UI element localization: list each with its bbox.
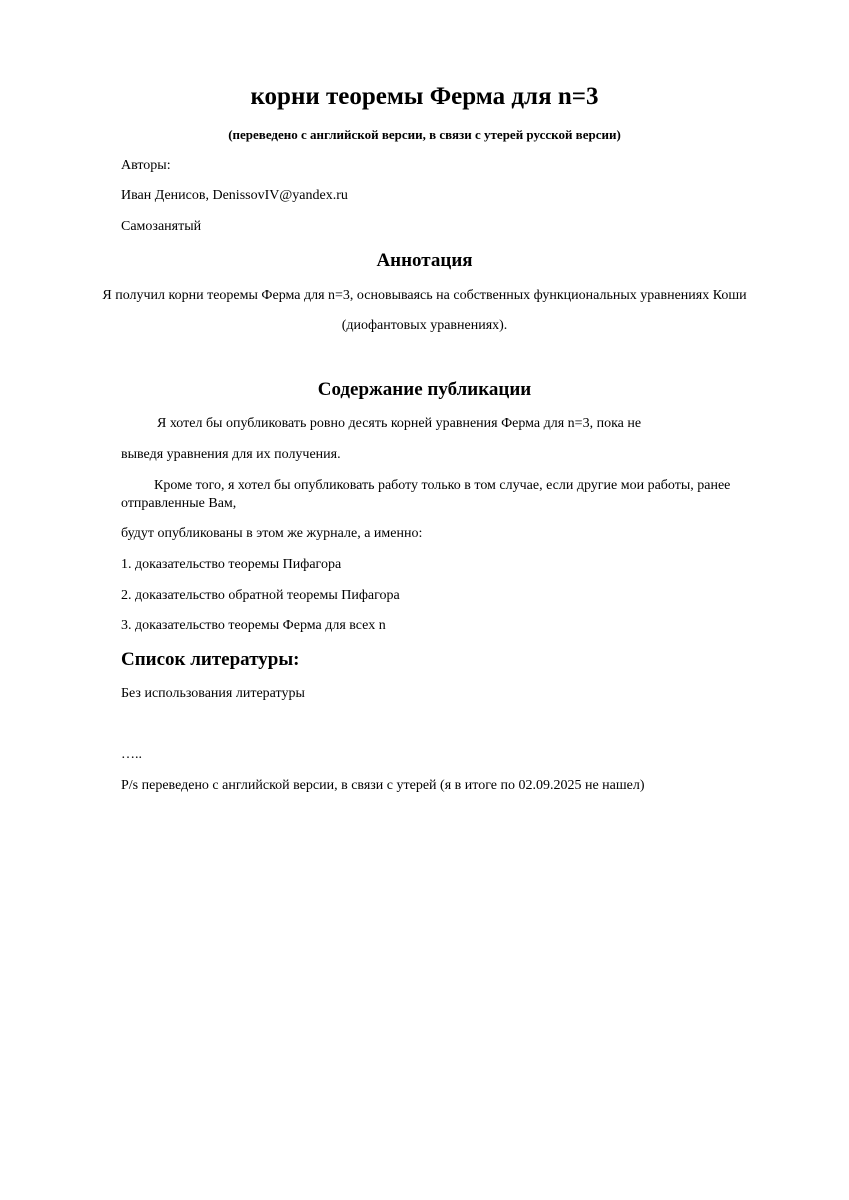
postscript: P/s переведено с английской версии, в связи с утерей (я в итоге по 02.09.2025 не нашел) [121, 778, 645, 793]
author-line: Иван Денисов, DenissovIV@yandex.ru [121, 188, 348, 203]
paragraph-1-line-1: Я хотел бы опубликовать ровно десять корней уравнения Ферма для n=3, пока не [157, 416, 642, 431]
paragraph-2-line-2: отправленные Вам, [121, 496, 237, 511]
document-subtitle: (переведено с английской версии, в связи с утерей русской версии) [228, 127, 621, 142]
affiliation: Самозанятый [121, 219, 202, 234]
authors-label: Авторы: [121, 158, 171, 173]
paragraph-1-line-2: выведя уравнения для их получения. [121, 447, 341, 462]
list-item: 3. доказательство теоремы Ферма для всех n [121, 618, 386, 633]
abstract-line-1: Я получил корни теоремы Ферма для n=3, основываясь на собственных функциональных уравнениях Коши [102, 288, 747, 303]
ellipsis: ….. [121, 747, 142, 762]
abstract-heading: Аннотация [376, 250, 473, 271]
abstract-line-2: (диофантовых уравнениях). [341, 318, 508, 333]
references-heading: Список литературы: [121, 649, 300, 670]
paragraph-2-line-1: Кроме того, я хотел бы опубликовать работу только в том случае, если другие мои работы, ранее [154, 478, 731, 493]
list-item: 2. доказательство обратной теоремы Пифагора [121, 588, 400, 603]
content-heading: Содержание публикации [317, 379, 532, 400]
paragraph-3: будут опубликованы в этом же журнале, а именно: [121, 526, 423, 541]
document-title: корни теоремы Ферма для n=3 [250, 83, 599, 110]
list-item: 1. доказательство теоремы Пифагора [121, 557, 342, 572]
references-text: Без использования литературы [121, 686, 305, 701]
